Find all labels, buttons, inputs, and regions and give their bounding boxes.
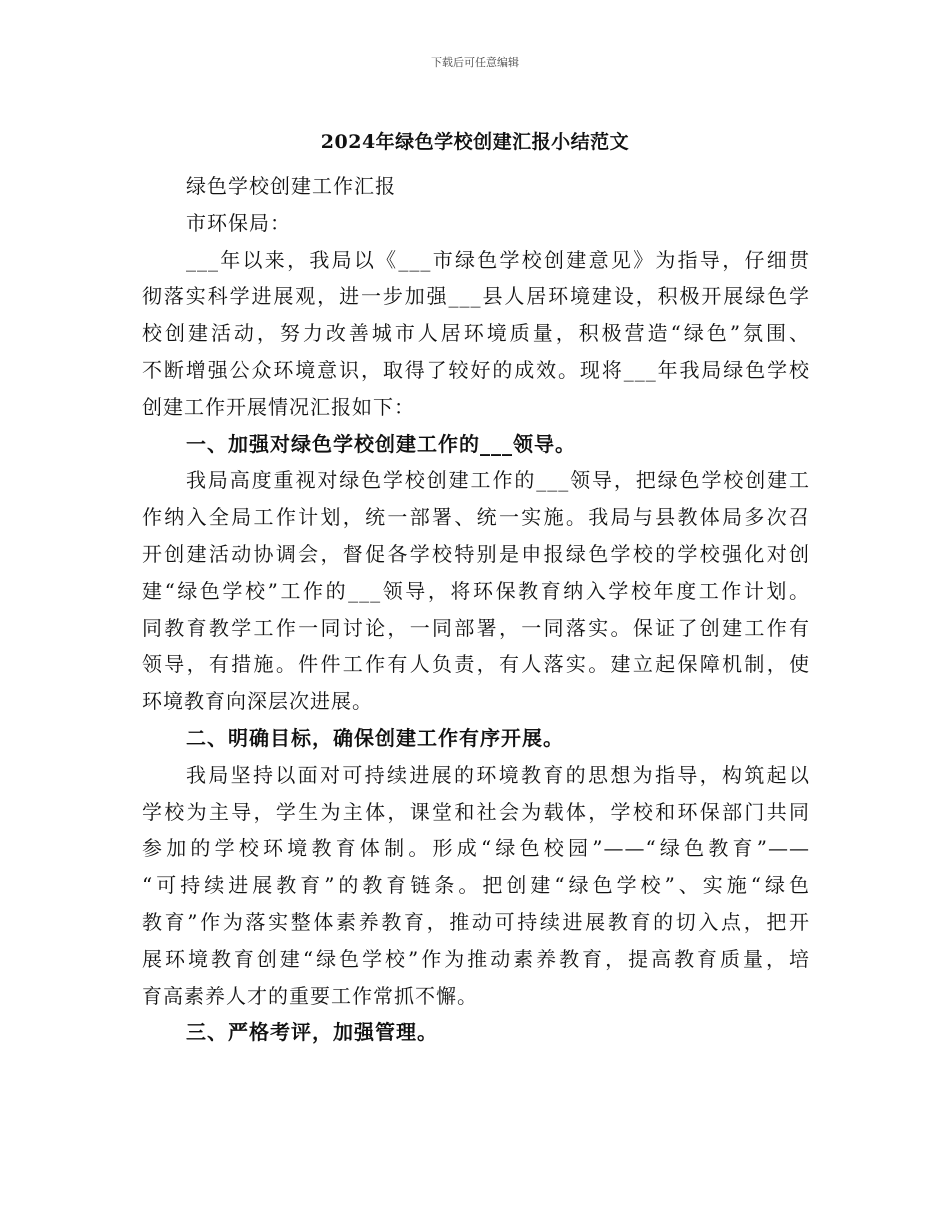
section-1-paragraph [142,462,810,720]
paragraph-line: “可持续进展教育”的教育链条。把创建“绿色学校”、实施“绿色 [142,873,810,898]
paragraph-line: 我局坚持以面对可持续进展的环境教育的思想为指导，构筑起以 [186,762,810,787]
section-heading-1: 一、加强对绿色学校创建工作的___领导。 [186,431,576,456]
paragraph-line: 建“绿色学校”工作的___领导，将环保教育纳入学校年度工作计划。 [142,578,810,603]
section-2-paragraph [142,757,810,1015]
salutation: 市环保局： [186,210,291,235]
document-body [142,168,810,1051]
paragraph-line: 展环境教育创建“绿色学校”作为推动素养教育，提高教育质量，培 [142,946,810,971]
paragraph-line: 我局高度重视对绿色学校创建工作的___领导，把绿色学校创建工 [186,468,810,493]
paragraph-line: 同教育教学工作一同讨论，一同部署，一同落实。保证了创建工作有 [142,615,810,640]
paragraph-line: 参加的学校环境教育体制。形成“绿色校园”——“绿色教育”—— [142,836,810,861]
paragraph-line: 领导，有措施。件件工作有人负责，有人落实。建立起保障机制，使 [142,652,810,677]
paragraph-line: 学校为主导，学生为主体，课堂和社会为载体，学校和环保部门共同 [142,799,810,824]
paragraph-line: 创建工作开展情况汇报如下： [142,394,415,419]
paragraph-line: 开创建活动协调会，督促各学校特别是申报绿色学校的学校强化对创 [142,541,810,566]
paragraph-line: 不断增强公众环境意识，取得了较好的成效。现将___年我局绿色学校 [142,357,810,382]
paragraph-line: 环境教育向深层次进展。 [142,689,373,714]
report-subtitle: 绿色学校创建工作汇报 [186,174,396,198]
paragraph-line: 作纳入全局工作计划，统一部署、统一实施。我局与县教体局多次召 [142,505,810,530]
paragraph-line: 育高素养人才的重要工作常抓不懈。 [142,983,478,1008]
page-header-note: 下载后可任意编辑 [431,56,519,69]
intro-paragraph [142,242,810,426]
section-heading-2: 二、明确目标，确保创建工作有序开展。 [186,725,564,750]
section-heading-3: 三、严格考评，加强管理。 [186,1020,438,1045]
paragraph-line: 彻落实科学进展观，进一步加强___县人居环境建设，积极开展绿色学 [142,284,810,309]
paragraph-line: ___年以来，我局以《___市绿色学校创建意见》为指导，仔细贯 [186,247,810,272]
paragraph-line: 校创建活动，努力改善城市人居环境质量，积极营造“绿色”氛围、 [142,321,810,346]
paragraph-line: 教育”作为落实整体素养教育，推动可持续进展教育的切入点，把开 [142,909,810,934]
document-title: 2024年绿色学校创建汇报小结范文 [320,131,630,153]
